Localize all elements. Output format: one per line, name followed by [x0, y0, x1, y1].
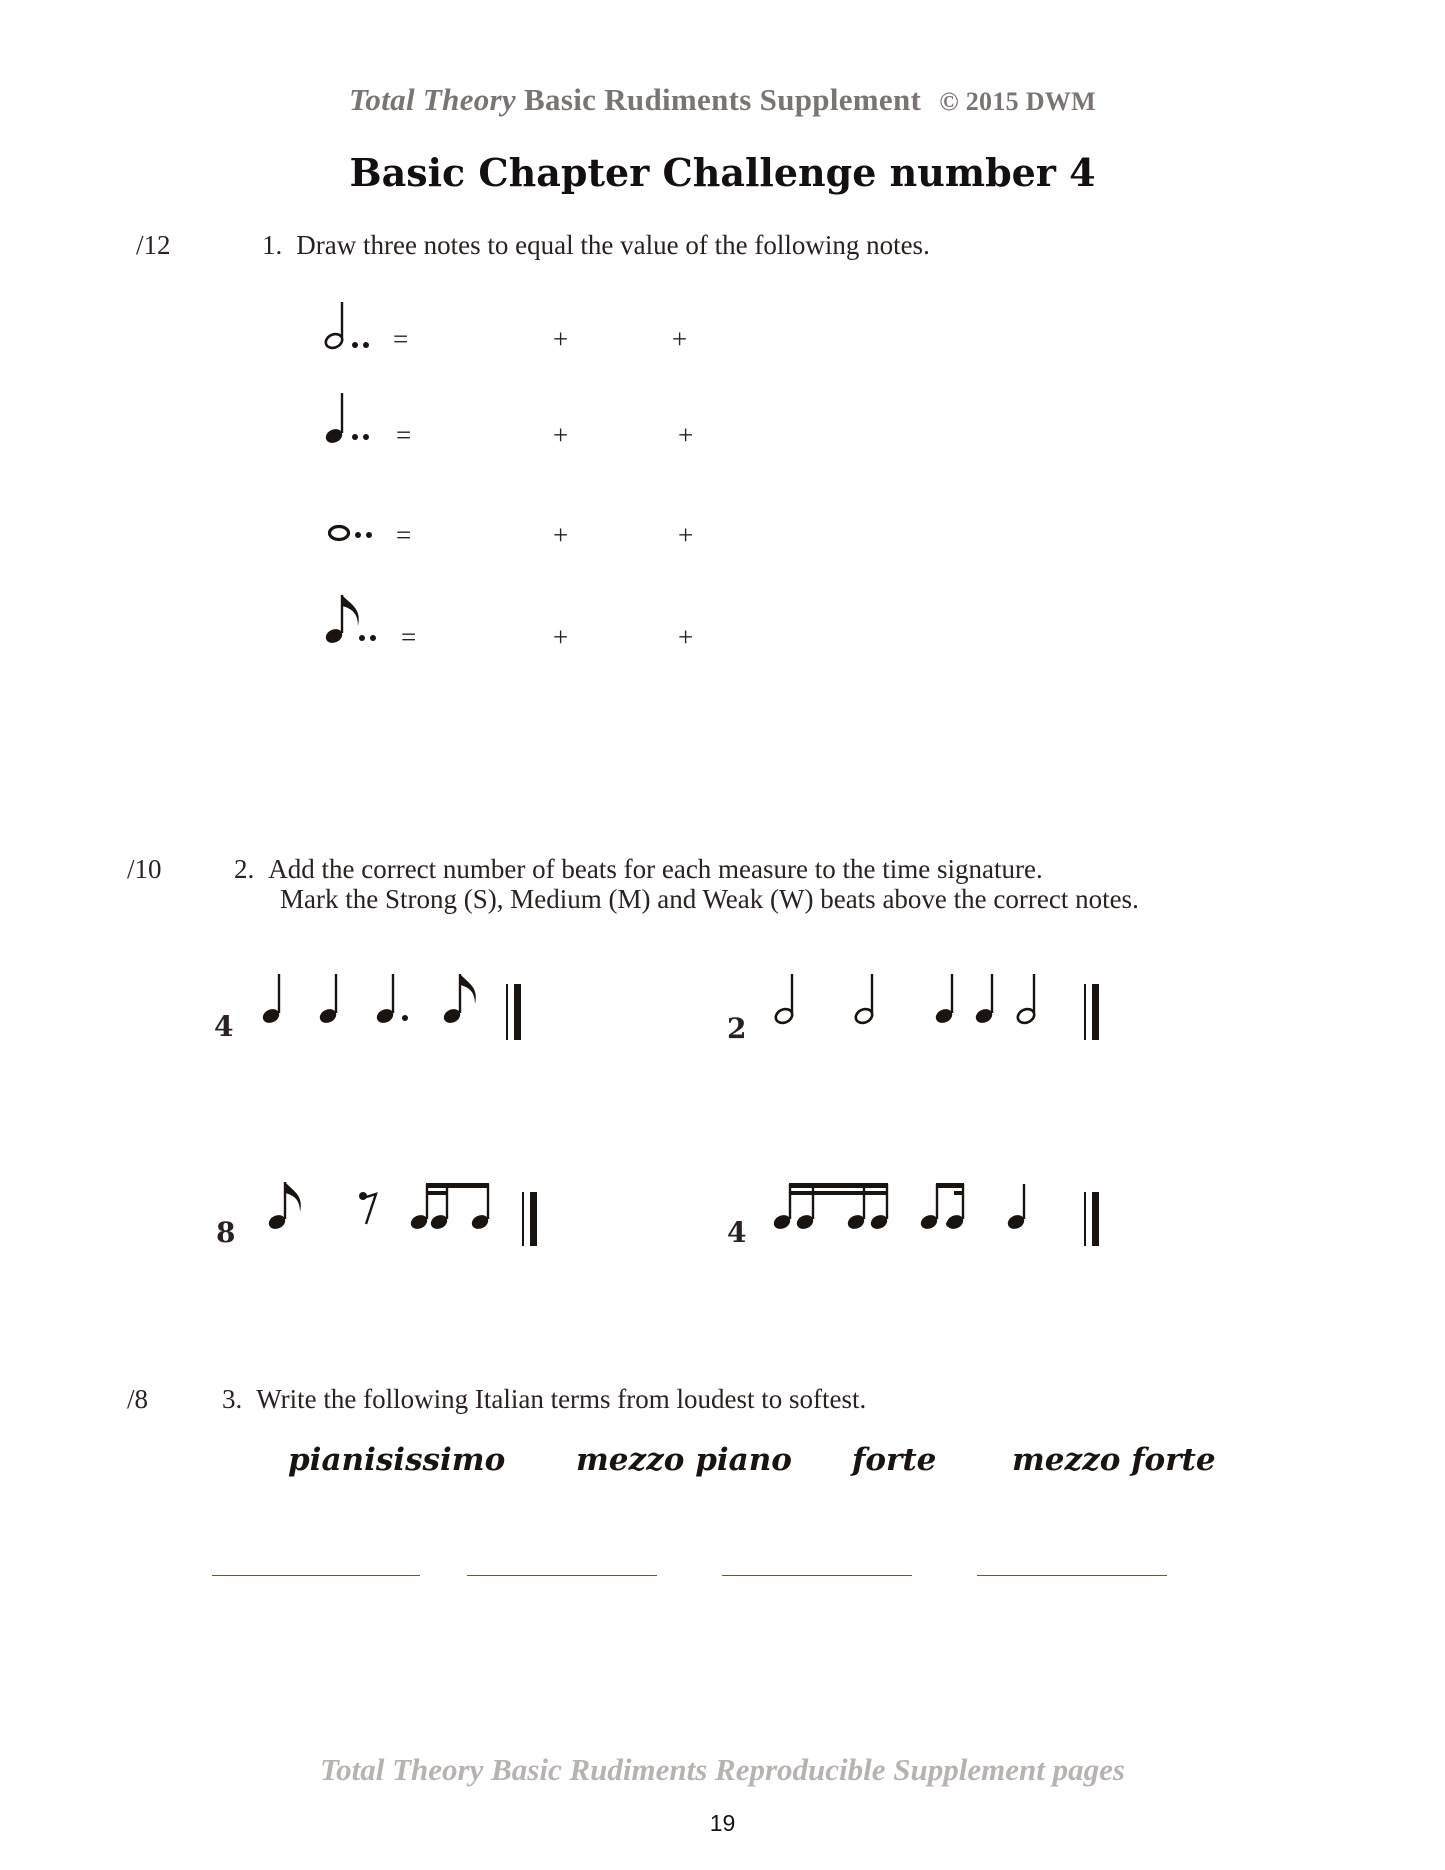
q1-row3-plus2: +	[678, 520, 694, 550]
header-brand: Total Theory	[349, 82, 516, 117]
page-title: Basic Chapter Challenge number 4	[349, 150, 1096, 195]
q2-measure-4	[727, 1183, 1099, 1249]
q1-row4-note-icon	[324, 595, 376, 645]
q2-measure-3	[216, 1182, 537, 1249]
q1-number: 1.	[262, 230, 283, 260]
q2-number: 2.	[234, 854, 255, 884]
q1-score: /12	[136, 230, 171, 260]
header-subtitle: Basic Rudiments Supplement	[524, 82, 922, 117]
q1-row1-plus2: +	[672, 324, 688, 354]
q1-row1-plus1: +	[553, 324, 569, 354]
q1-row2-plus1: +	[553, 420, 569, 450]
q1-row4-plus1: +	[553, 622, 569, 652]
q2-m4-time-signature: 4	[727, 1216, 747, 1249]
q1-row2-note-icon	[324, 393, 369, 445]
q2-m3-time-signature: 8	[216, 1216, 236, 1249]
page-footer: Total Theory Basic Rudiments Reproducible Supplement pages	[320, 1752, 1125, 1787]
q1-row2-plus2: +	[678, 420, 694, 450]
q1-row1-note-icon	[324, 302, 369, 350]
q3-number: 3.	[222, 1384, 243, 1414]
q1-row3-plus1: +	[553, 520, 569, 550]
header-copyright: © 2015 DWM	[939, 87, 1096, 116]
q1-row1-equals: =	[393, 324, 409, 354]
q2-m2-time-signature: 2	[727, 1012, 747, 1045]
q1-row4-plus2: +	[678, 622, 694, 652]
q1-row4-equals: =	[401, 622, 417, 652]
q1-row3-equals: =	[396, 520, 412, 550]
q1-text: Draw three notes to equal the value of the following notes.	[296, 230, 930, 260]
q3-term-1: pianisissimo	[288, 1442, 506, 1478]
q2-m1-time-signature: 4	[214, 1010, 234, 1043]
q2-text-line1: Add the correct number of beats for each measure to the time signature.	[268, 854, 1043, 884]
q1-row3-note-icon	[330, 527, 373, 540]
q1-row2-equals: =	[396, 420, 412, 450]
q3-term-3: forte	[852, 1442, 937, 1478]
q2-measure-1	[214, 974, 521, 1043]
q3-term-2: mezzo piano	[576, 1442, 792, 1478]
q2-score: /10	[127, 854, 162, 884]
q2-text-line2: Mark the Strong (S), Medium (M) and Weak (W) beats above the correct notes.	[280, 884, 1139, 914]
page-number: 19	[709, 1810, 736, 1836]
q3-score: /8	[127, 1384, 149, 1414]
q2-measure-2	[727, 974, 1099, 1045]
q3-text: Write the following Italian terms from loudest to softest.	[256, 1384, 867, 1414]
q3-term-4: mezzo forte	[1012, 1442, 1216, 1478]
